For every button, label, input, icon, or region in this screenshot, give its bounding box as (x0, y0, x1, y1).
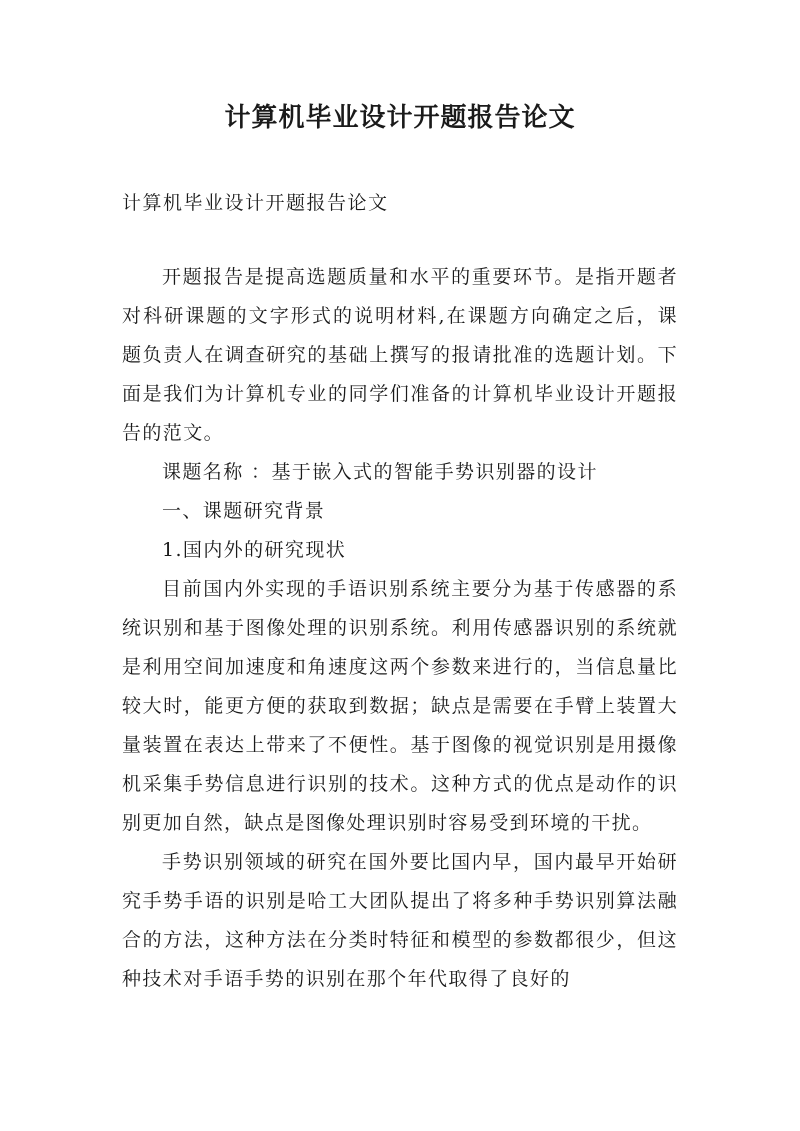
status-paragraph: 目前国内外实现的手语识别系统主要分为基于传感器的系统识别和基于图像处理的识别系统。利用传感器识别的系统就是利用空间加速度和角速度这两个参数来进行的，当信息量比较大时，能更方便的获取到数据；缺点是需要在手臂上装置大量装置在表达上带来了不便性。基于图像的视觉识别是用摄像机采集手势信息进行识别的技术。这种方式的优点是动作的识别更加自然，缺点是图像处理识别时容易受到环境的干扰。 (122, 578, 678, 834)
subsection-heading-status: 1.国内外的研究现状 (162, 539, 347, 561)
document-body (122, 258, 678, 999)
document-subtitle: 计算机毕业设计开题报告论文 (122, 192, 389, 214)
section-heading-background: 一、课题研究背景 (162, 500, 326, 522)
topic-name-line: 课题名称 ：基于嵌入式的智能手势识别器的设计 (162, 461, 598, 483)
research-paragraph: 手势识别领域的研究在国外要比国内早，国内最早开始研究手势手语的识别是哈工大团队提出了将多种手势识别算法融合的方法，这种方法在分类时特征和模型的参数都很少，但这种技术对手语手势的识别在那个年代取得了良好的 (122, 851, 678, 990)
document-title: 计算机毕业设计开题报告论文 (224, 103, 576, 133)
intro-paragraph: 开题报告是提高选题质量和水平的重要环节。是指开题者对科研课题的文字形式的说明材料,在课题方向确定之后，课题负责人在调查研究的基础上撰写的报请批准的选题计划。下面是我们为计算机专业的同学们准备的计算机毕业设计开题报告的范文。 (122, 266, 678, 444)
